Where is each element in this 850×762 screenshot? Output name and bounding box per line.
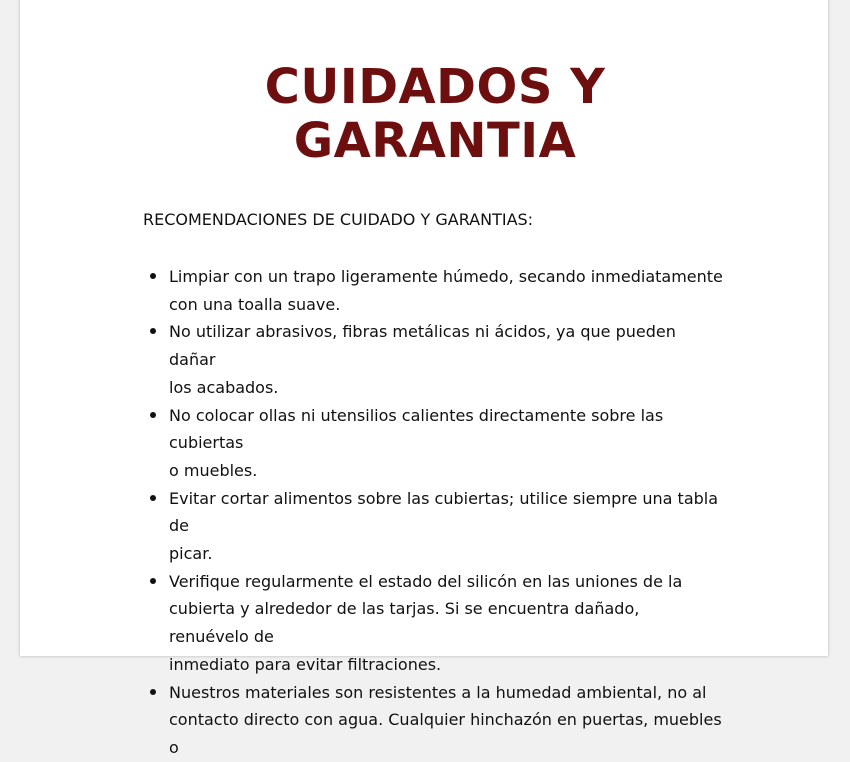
list-item [143, 402, 723, 485]
list-item-line: o muebles. [169, 460, 258, 480]
list-item [143, 568, 723, 679]
list-item-line: No colocar ollas ni utensilios calientes directamente sobre las cubiertas [169, 405, 664, 453]
bullet-icon [150, 328, 156, 334]
list-item-line: Limpiar con un trapo ligeramente húmedo, secando inmediatamente [169, 267, 723, 286]
list-item [143, 679, 723, 762]
list-item [143, 485, 723, 568]
list-item-line: cubierta y alrededor de las tarjas. Si se encuentra dañado, renuévelo de [169, 599, 640, 647]
bullet-icon [150, 273, 156, 279]
list-item-line: con una toalla suave. [169, 294, 341, 314]
page-title [20, 60, 850, 168]
bullet-icon [150, 578, 156, 584]
list-item [143, 318, 723, 401]
list-item-line: los acabados. [169, 377, 279, 397]
list-item-line: Evitar cortar alimentos sobre las cubiertas; utilice siempre una tabla de [169, 488, 719, 536]
list-item-line: Nuestros materiales son resistentes a la humedad ambiental, no al [169, 682, 707, 702]
intro-heading: RECOMENDACIONES DE CUIDADO Y GARANTIAS: [143, 210, 534, 229]
bullet-icon [150, 495, 156, 501]
list-item-line: contacto directo con agua. Cualquier hinchazón en puertas, muebles o [169, 710, 722, 757]
bullet-icon [150, 689, 156, 695]
care-recommendations-list [143, 263, 723, 762]
title-line-1: CUIDADOS Y [264, 59, 606, 115]
document-page [20, 0, 828, 757]
list-item-line: inmediato para evitar filtraciones. [169, 654, 442, 674]
list-item [143, 263, 723, 318]
list-item-line: picar. [169, 544, 213, 564]
list-item-line: No utilizar abrasivos, fibras metálicas ni ácidos, ya que pueden dañar [169, 322, 676, 370]
list-item-line: Verifique regularmente el estado del silicón en las uniones de la [169, 571, 683, 591]
title-line-2: GARANTIA [293, 113, 577, 169]
bullet-icon [150, 412, 156, 418]
